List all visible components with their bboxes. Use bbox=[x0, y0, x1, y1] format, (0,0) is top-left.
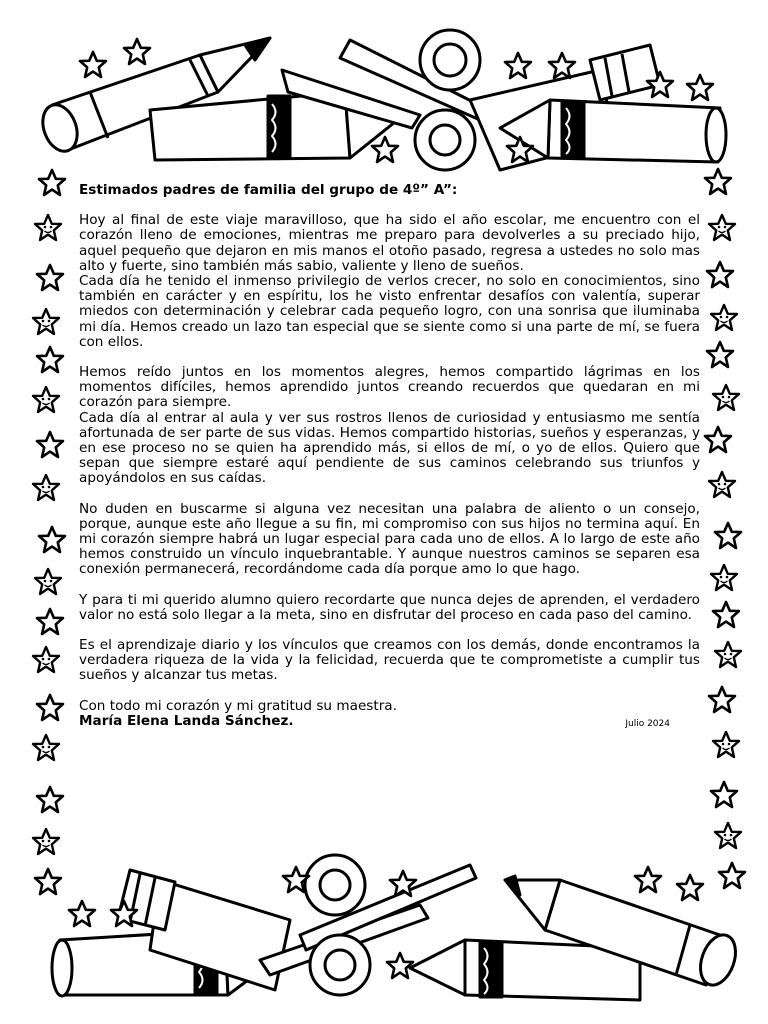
paragraph-spacer bbox=[79, 623, 700, 638]
paragraph: No duden en buscarme si alguna vez necesitan una palabra de aliento o un consejo, porque, aunque este año llegue a su fin, mi compromiso con sus hijos no termina aquí. En mi corazón siempre habrá un lugar especial para cada uno de ellos. A lo largo de este año hemos construido un vínculo inquebrantable. Y aunque nuestros caminos se separen esa conexión permanecerá, recordándome cada día porque amo lo que hago. bbox=[79, 500, 700, 578]
smiling-star-icon bbox=[33, 309, 59, 334]
smiling-star-icon bbox=[33, 829, 59, 854]
star-icon bbox=[705, 169, 731, 194]
star-icon bbox=[37, 265, 63, 290]
paragraph: Y para ti mi querido alumno quiero recordarte que nunca dejes de aprenden, el verdadero valor no está solo llegar a la meta, sino en disfrutar del proceso en cada paso del camino. bbox=[79, 591, 700, 623]
star-icon bbox=[705, 427, 731, 452]
paragraph-spacer bbox=[79, 578, 700, 593]
smiling-star-icon bbox=[711, 565, 737, 590]
smiling-star-icon bbox=[713, 732, 739, 757]
smiling-star-icon bbox=[713, 385, 739, 410]
star-icon bbox=[713, 602, 739, 627]
star-icon bbox=[37, 695, 63, 720]
star-icon bbox=[35, 869, 61, 894]
star-icon bbox=[37, 609, 63, 634]
star-icon bbox=[677, 875, 703, 900]
star-icon bbox=[69, 901, 95, 926]
greeting: Estimados padres de familia del grupo de 4º” A”: bbox=[79, 182, 458, 198]
star-icon bbox=[39, 527, 65, 552]
paragraph-spacer bbox=[79, 350, 700, 365]
star-icon bbox=[387, 953, 413, 978]
smiling-star-icon bbox=[33, 735, 59, 760]
signature: María Elena Landa Sánchez. bbox=[79, 712, 294, 729]
star-icon bbox=[505, 53, 531, 78]
smiling-star-icon bbox=[715, 823, 741, 848]
closing-line: Con todo mi corazón y mi gratitud su maestra. bbox=[79, 697, 397, 714]
star-icon bbox=[124, 39, 150, 64]
star-icon bbox=[719, 863, 745, 888]
paragraph-spacer bbox=[79, 487, 700, 502]
paragraph: Cada día he tenido el inmenso privilegio de verlos crecer, no solo en conocimientos, sino también en carácter y en espíritu, los he visto enfrentar desafíos con valentía, superar miedos con determinación y celebrar cada pequeño logro, con una sonrisa que iluminaba mi día. Hemos creado un lazo tan especial que se siente como si una parte de mí, se fuera con ellos. bbox=[79, 273, 700, 350]
smiling-star-icon bbox=[33, 475, 59, 500]
letter-body bbox=[79, 183, 700, 729]
left-star-column bbox=[33, 170, 65, 894]
smiling-star-icon bbox=[709, 472, 735, 497]
smiling-star-icon bbox=[35, 569, 61, 594]
smiling-star-icon bbox=[715, 642, 741, 667]
star-icon bbox=[39, 170, 65, 195]
star-icon bbox=[37, 347, 63, 372]
paragraph-spacer bbox=[79, 684, 700, 699]
bottom-clipart bbox=[52, 855, 742, 1000]
smiling-star-icon bbox=[711, 305, 737, 330]
paragraph: Es el aprendizaje diario y los vínculos que creamos con los demás, donde encontramos la verdadera riqueza de la vida y la felicidad, recuerda que te comprometiste a cumplir tus sueños y alcanzar tus metas. bbox=[79, 637, 700, 684]
smiling-star-icon bbox=[709, 215, 735, 240]
star-icon bbox=[707, 342, 733, 367]
paragraph: Hemos reído juntos en los momentos alegres, hemos compartido lágrimas en los momentos difíciles, hemos aprendido juntos creando recuerdos que quedaran en mi corazón para siempre. bbox=[79, 364, 700, 411]
star-icon bbox=[549, 53, 575, 78]
paragraph: Hoy al final de este viaje maravilloso, que ha sido el año escolar, me encuentro con el corazón lleno de emociones, mientras me preparo para devolverles a su preciado hijo, aquel pequeño que dejaron en mis manos el otoño pasado, regresa a ustedes no solo mas alto y fuerte, sino también más sabio, valiente y lleno de sueños. bbox=[79, 212, 700, 274]
star-icon bbox=[635, 867, 661, 892]
star-icon bbox=[715, 523, 741, 548]
star-icon bbox=[709, 687, 735, 712]
top-clipart bbox=[37, 30, 726, 170]
smiling-star-icon bbox=[33, 647, 59, 672]
right-star-column bbox=[705, 169, 745, 888]
paragraph: Cada día al entrar al aula y ver sus rostros llenos de curiosidad y entusiasmo me sentía afortunada de ser parte de sus vidas. Hemos compartido historias, sueños y esperanzas, y en ese proceso no se quien ha aprendido más, si ellos de mí, o yo de ellos. Quiero que sepan que siempre estaré aquí pendiente de sus caminos celebrando sus triunfos y apoyándolos en sus caídas. bbox=[79, 409, 700, 487]
star-icon bbox=[80, 52, 106, 77]
smiling-star-icon bbox=[35, 215, 61, 240]
star-icon bbox=[707, 262, 733, 287]
star-icon bbox=[711, 782, 737, 807]
star-icon bbox=[37, 787, 63, 812]
signature-row bbox=[79, 714, 700, 729]
star-icon bbox=[687, 75, 713, 100]
star-icon bbox=[372, 137, 398, 162]
smiling-star-icon bbox=[33, 387, 59, 412]
date: Julio 2024 bbox=[625, 718, 670, 729]
star-icon bbox=[37, 432, 63, 457]
